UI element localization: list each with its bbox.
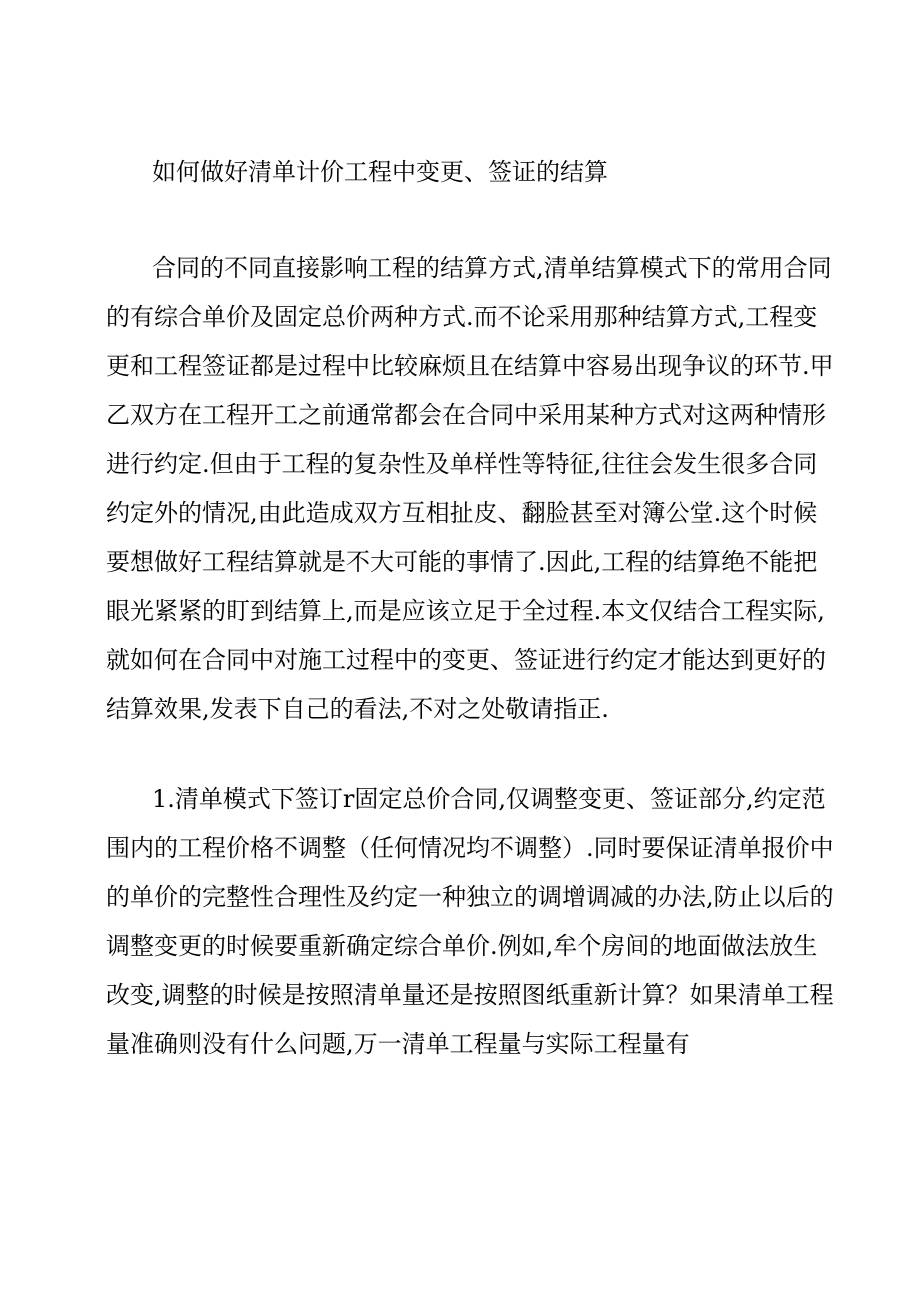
paragraph-line: 1.清单模式下签订r固定总价合同,仅调整变更、签证部分,约定范 xyxy=(152,785,826,813)
paragraph-line: 结算效果,发表下自己的看法,不对之处敬请指正. xyxy=(106,695,609,723)
paragraph-line: 约定外的情况,由此造成双方互相扯皮、翻脸甚至对簿公堂.这个时候 xyxy=(106,499,818,527)
paragraph-line: 乙双方在工程开工之前通常都会在合同中采用某种方式对这两种情形 xyxy=(106,401,826,429)
paragraph-line: 合同的不同直接影响工程的结算方式,清单结算模式下的常用合同 xyxy=(152,254,832,282)
paragraph-intro xyxy=(106,244,834,734)
document-title: 如何做好清单计价工程中变更、签证的结算 xyxy=(152,158,608,186)
paragraph-section-1 xyxy=(106,775,834,1069)
paragraph-line: 围内的工程价格不调整（任何情况均不调整）.同时要保证清单报价中 xyxy=(106,834,834,862)
paragraph-line: 进行约定.但由于工程的复杂性及单样性等特征,往往会发生很多合同 xyxy=(106,450,818,478)
paragraph-line: 调整变更的时候要重新确定综合单价.例如,牟个房间的地面做法放生 xyxy=(106,932,818,960)
paragraph-line: 要想做好工程结算就是不大可能的事情了.因此,工程的结算绝不能把 xyxy=(106,548,818,576)
paragraph-line: 改变,调整的时候是按照清单量还是按照图纸重新计算？如果清单工程 xyxy=(106,981,834,1009)
paragraph-line: 更和工程签证都是过程中比较麻烦且在结算中容易出现争议的环节.甲 xyxy=(106,352,834,380)
paragraph-line: 量准确则没有什么问题,万一清单工程量与实际工程量有 xyxy=(106,1030,690,1058)
paragraph-line: 的单价的完整性合理性及约定一种独立的调增调减的办法,防止以后的 xyxy=(106,883,834,911)
paragraph-line: 眼光紧紧的盯到结算上,而是应该立足于全过程.本文仅结合工程实际, xyxy=(106,597,825,625)
paragraph-line: 就如何在合同中对施工过程中的变更、签证进行约定才能达到更好的 xyxy=(106,646,826,674)
paragraph-line: 的有综合单价及固定总价两种方式.而不论采用那种结算方式,工程变 xyxy=(106,303,818,331)
